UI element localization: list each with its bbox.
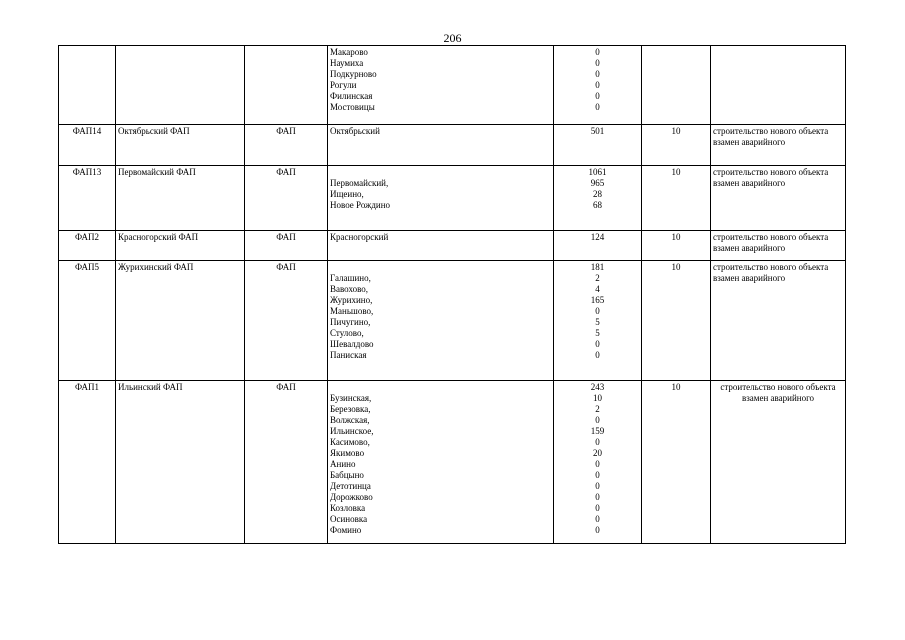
population-value: 0	[595, 350, 600, 360]
settlement-name: Фомино	[330, 525, 362, 535]
settlement-name: Детотинца	[330, 481, 371, 491]
settlement-name: Анино	[330, 459, 356, 469]
table-row	[59, 381, 846, 544]
facility-code: ФАП14	[59, 125, 116, 166]
settlement-name	[330, 382, 551, 393]
table-row	[59, 231, 846, 261]
population-value: 28	[593, 189, 602, 199]
settlement-name: Волжская,	[330, 415, 370, 425]
settlement-name: Паниская	[330, 350, 367, 360]
population-value: 124	[590, 232, 605, 242]
population-value: 4	[595, 284, 600, 294]
note-cell	[711, 381, 846, 544]
facility-type: ФАП	[245, 166, 328, 231]
settlement-name: Наумиха	[330, 58, 364, 68]
settlement-name: Новое Рождино	[330, 200, 391, 210]
settlement-name: Мостовицы	[330, 102, 375, 112]
facility-type	[245, 46, 328, 125]
settlement-name: Филинская	[330, 91, 373, 101]
facility-code	[59, 46, 116, 125]
note-text: строительство нового объекта взамен аварийного	[713, 126, 829, 147]
population-value: 2	[595, 404, 600, 414]
need-value: 10	[642, 166, 711, 231]
population-value: 0	[595, 339, 600, 349]
note-cell	[711, 261, 846, 381]
note-cell	[711, 125, 846, 166]
settlement-name: Ильинское,	[330, 426, 374, 436]
facility-type: ФАП	[245, 231, 328, 261]
population-cell	[554, 231, 642, 261]
settlement-name: Октябрьский	[330, 126, 380, 136]
need-value	[642, 46, 711, 125]
facility-name: Журихинский ФАП	[116, 261, 245, 381]
settlement-name: Пичугино,	[330, 317, 371, 327]
note-cell	[711, 46, 846, 125]
facility-type: ФАП	[245, 125, 328, 166]
need-value: 10	[642, 381, 711, 544]
facility-name: Первомайский ФАП	[116, 166, 245, 231]
settlement-name: Бабцыно	[330, 470, 364, 480]
population-value: 0	[595, 470, 600, 480]
population-value: 501	[590, 126, 605, 136]
population-value: 10	[593, 393, 602, 403]
page-number: 206	[443, 31, 462, 45]
facility-code: ФАП1	[59, 381, 116, 544]
settlements-cell	[328, 381, 554, 544]
table-row	[59, 46, 846, 125]
population-value: 165	[590, 295, 605, 305]
population-value: 5	[595, 328, 600, 338]
population-value: 0	[595, 47, 600, 57]
settlements-cell	[328, 166, 554, 231]
need-value: 10	[642, 231, 711, 261]
population-value: 0	[595, 58, 600, 68]
note-text: строительство нового объекта взамен аварийного	[713, 167, 829, 188]
settlements-cell	[328, 261, 554, 381]
settlements-cell	[328, 46, 554, 125]
table-row	[59, 261, 846, 381]
population-value: 0	[595, 437, 600, 447]
population-value: 0	[595, 306, 600, 316]
facilities-table	[58, 45, 846, 544]
population-value: 181	[590, 262, 605, 272]
population-value: 0	[595, 481, 600, 491]
population-value: 5	[595, 317, 600, 327]
population-value: 159	[590, 426, 605, 436]
population-value: 0	[595, 80, 600, 90]
population-value: 965	[590, 178, 605, 188]
settlement-name: Подкурново	[330, 69, 377, 79]
settlement-name	[330, 167, 551, 178]
population-value: 0	[595, 514, 600, 524]
population-value: 20	[593, 448, 602, 458]
note-text: строительство нового объекта взамен аварийного	[713, 232, 829, 253]
facility-type: ФАП	[245, 381, 328, 544]
population-value: 68	[593, 200, 602, 210]
settlement-name: Козловка	[330, 503, 366, 513]
note-text: строительство нового объекта взамен аварийного	[713, 262, 829, 283]
population-value: 2	[595, 273, 600, 283]
facility-code: ФАП2	[59, 231, 116, 261]
table-row	[59, 166, 846, 231]
settlement-name: Бузинская,	[330, 393, 372, 403]
facility-name: Красногорский ФАП	[116, 231, 245, 261]
note-cell	[711, 166, 846, 231]
settlement-name: Шевалдово	[330, 339, 374, 349]
population-value: 0	[595, 492, 600, 502]
settlement-name: Касимово,	[330, 437, 370, 447]
settlement-name: Березовка,	[330, 404, 371, 414]
settlement-name: Якимово	[330, 448, 365, 458]
facility-name: Октябрьский ФАП	[116, 125, 245, 166]
population-cell	[554, 166, 642, 231]
facility-name: Ильинский ФАП	[116, 381, 245, 544]
settlement-name	[330, 262, 551, 273]
population-cell	[554, 381, 642, 544]
facility-code: ФАП13	[59, 166, 116, 231]
settlements-cell	[328, 125, 554, 166]
settlement-name: Красногорский	[330, 232, 389, 242]
settlement-name: Первомайский,	[330, 178, 389, 188]
population-value: 243	[590, 382, 605, 392]
population-value: 0	[595, 415, 600, 425]
population-value: 0	[595, 91, 600, 101]
settlement-name: Ищеино,	[330, 189, 364, 199]
settlements-cell	[328, 231, 554, 261]
note-cell	[711, 231, 846, 261]
population-cell	[554, 125, 642, 166]
population-cell	[554, 261, 642, 381]
settlement-name: Макарово	[330, 47, 368, 57]
settlement-name: Стулово,	[330, 328, 364, 338]
population-value: 0	[595, 69, 600, 79]
need-value: 10	[642, 125, 711, 166]
table-row	[59, 125, 846, 166]
settlement-name: Рогули	[330, 80, 357, 90]
population-cell	[554, 46, 642, 125]
population-value: 0	[595, 525, 600, 535]
settlement-name: Осиновка	[330, 514, 368, 524]
facility-code: ФАП5	[59, 261, 116, 381]
population-value: 0	[595, 459, 600, 469]
settlement-name: Вавохово,	[330, 284, 369, 294]
need-value: 10	[642, 261, 711, 381]
settlement-name: Дорожково	[330, 492, 373, 502]
population-value: 0	[595, 102, 600, 112]
facility-type: ФАП	[245, 261, 328, 381]
settlement-name: Журихино,	[330, 295, 373, 305]
settlement-name: Галашино,	[330, 273, 371, 283]
settlement-name: Маньшово,	[330, 306, 374, 316]
population-value: 0	[595, 503, 600, 513]
facility-name	[116, 46, 245, 125]
population-value: 1061	[588, 167, 607, 177]
note-text: строительство нового объекта взамен аварийного	[720, 382, 836, 403]
